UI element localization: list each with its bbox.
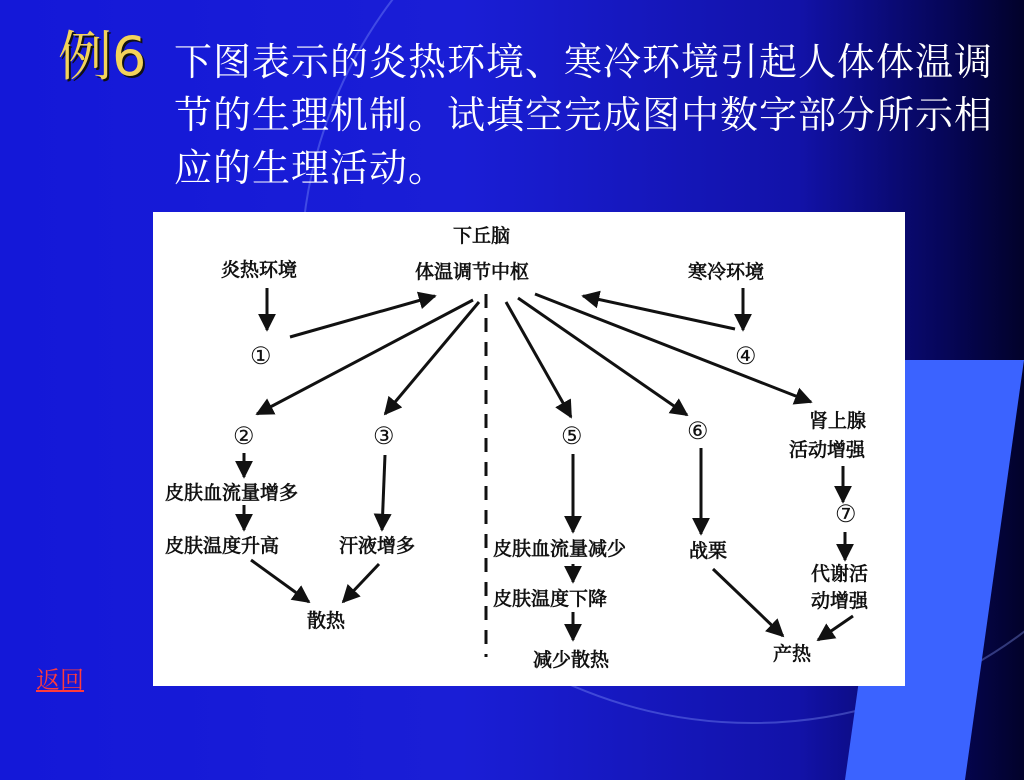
metabolism-label-line1: 代谢活 [811,563,869,585]
shivering-label: 战栗 [689,540,728,562]
blank-7: ⑦ [835,500,857,528]
arrow-center-to-3 [385,302,479,414]
heat-production-label: 产热 [773,643,812,665]
blank-6: ⑥ [687,417,709,445]
skin-temperature-up-label: 皮肤温度升高 [165,535,280,557]
arrow-center-to-adrenal [535,294,811,402]
question-text: 下图表示的炎热环境、寒冷环境引起人体体温调节的生理机制。试填空完成图中数字部分所示相应的生理活动。 [174,40,994,190]
arrow-center-to-6 [518,298,687,415]
hot-environment-label: 炎热环境 [221,259,298,281]
skin-temperature-down-label: 皮肤温度下降 [493,588,608,610]
blank-4: ④ [735,342,757,370]
arrow-metabolism-to-heat [818,616,853,640]
hypothalamus-label: 下丘脑 [453,225,511,247]
cold-environment-label: 寒冷环境 [688,261,765,283]
skin-blood-flow-up-label: 皮肤血流量增多 [165,482,299,504]
blank-5: ⑤ [561,422,583,450]
temperature-regulation-diagram [153,212,905,686]
arrow-4-to-center [583,296,735,329]
arrow-center-to-5 [506,302,571,417]
adrenal-label-line1: 肾上腺 [809,410,867,432]
sweat-increase-label: 汗液增多 [339,535,416,557]
heat-dissipation-label: 散热 [307,610,346,632]
adrenal-label-line2: 活动增强 [789,439,866,461]
blank-2: ② [233,422,255,450]
reduce-heat-loss-label: 减少散热 [533,649,610,671]
diagram-svg [153,212,905,686]
arrow-3-to-sweat [382,455,385,530]
blank-1: ① [250,342,272,370]
arrow-shiver-to-heat [713,569,783,636]
skin-blood-flow-down-label: 皮肤血流量减少 [493,538,627,560]
arrow-temp-up-to-heat-loss [251,560,309,602]
metabolism-label-line2: 动增强 [811,590,869,612]
blank-3: ③ [373,422,395,450]
regulation-center-label: 体温调节中枢 [415,261,530,283]
example-title: 例6 [58,25,147,88]
return-link[interactable]: 返回 [36,666,84,694]
arrow-sweat-to-heat-loss [343,564,379,602]
